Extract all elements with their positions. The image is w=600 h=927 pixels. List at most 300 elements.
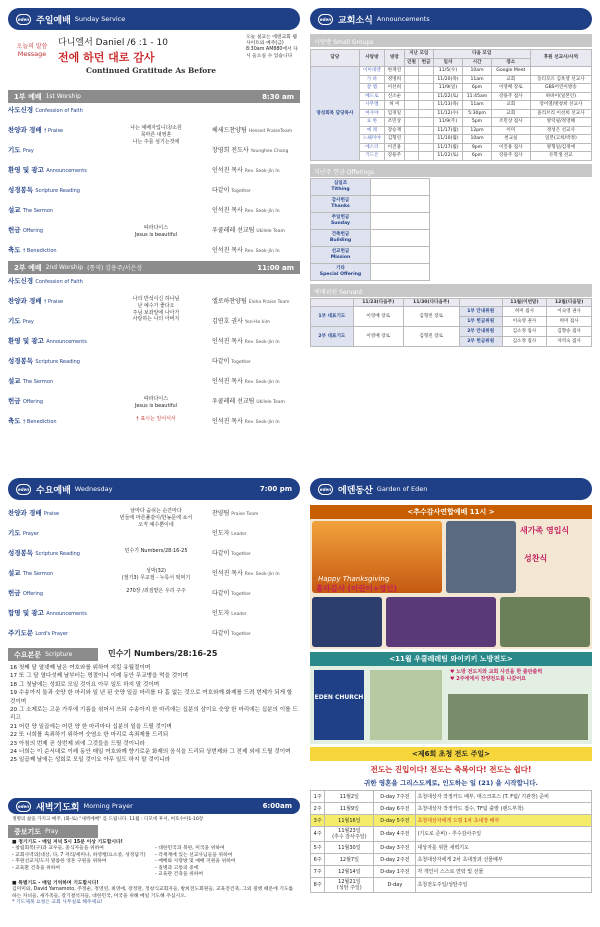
- leader-name-en: Rev. Seok-Jin In: [244, 420, 280, 425]
- second-worship-row: [8, 396, 300, 410]
- table-cell: [404, 101, 418, 110]
- table-cell: 김형연: [384, 135, 404, 144]
- leader-name-en: Rev. Seok-Jin In: [244, 209, 280, 214]
- order-detail: 성막(32) (절기3) 무교절 - 누룩서 떡먹기: [121, 568, 191, 581]
- offering-label: 기타 Special Offering: [311, 263, 371, 280]
- table-row: [311, 854, 592, 866]
- leader-name: 인석진 목사: [212, 378, 245, 385]
- sunday-service-panel: [8, 8, 300, 440]
- wednesday-row: [8, 608, 300, 617]
- evangelism-slogan: 전도는 진입이다! 전도는 축복이다! 전도는 쉽다!: [370, 765, 532, 774]
- order-leader: [212, 416, 300, 425]
- table-cell: 여사야: [359, 109, 384, 118]
- offering-amount: [371, 229, 430, 246]
- leader-name: 인도자: [212, 530, 232, 537]
- table-header: [459, 298, 502, 307]
- photo-label-communion: 성찬식: [524, 554, 548, 563]
- offerings-bar: 지난주 헌금 Offerings: [310, 164, 592, 177]
- table-cell: 11월30일: [325, 842, 374, 854]
- table-header: 인원: [404, 58, 418, 67]
- table-cell: 1부 대표기도: [311, 307, 354, 327]
- order-leader: [212, 568, 300, 577]
- table-row: [311, 246, 430, 263]
- table-header: [311, 298, 354, 307]
- eden-logo-icon: eden: [318, 14, 333, 25]
- verse: 19 수송아지 둘과 숫양 한 마리와 일 년 된 숫양 일곱 마리를 다 흠 없는 것으로 여호와께 화제를 드려 번제가 되게 할 것이며: [10, 690, 293, 705]
- table-cell: 동티모르 김옥영 선교사: [530, 75, 591, 84]
- order-detail: 민수기 Numbers/28:16-25: [124, 548, 188, 554]
- order-detail: 270장 /죄짐맡은 우리 구주: [126, 588, 186, 594]
- leader-name: 인도자: [212, 610, 232, 617]
- garden-header: eden 에덴동산 Garden of Eden: [310, 478, 592, 500]
- thanksgiving-banner: <추수감사연합예배 11시 >: [310, 505, 592, 519]
- table-header: 11/23(다음주): [353, 298, 403, 307]
- order-detail: 따라다이스 Jesus is beautiful: [134, 225, 178, 238]
- table-row: [311, 791, 592, 803]
- table-cell: 허 미: [384, 101, 404, 110]
- table-cell: 예 레: [359, 126, 384, 135]
- table-cell: 기드온: [359, 152, 384, 161]
- order-leader: [212, 608, 300, 617]
- table-cell: 6주: [311, 854, 325, 866]
- leader-name-en: Praise Team: [231, 512, 259, 517]
- announcements-panel: [310, 8, 592, 440]
- table-cell: 초청대상자 작정카드 배부, 태스크포스 (T. F팀/ 기관장) 준비: [416, 791, 592, 803]
- table-header: 11월(이번달): [502, 298, 547, 307]
- table-cell: 11:45am: [463, 92, 492, 101]
- message-label: 오늘의 말씀: [16, 43, 48, 50]
- table-cell: 천교실: [491, 135, 530, 144]
- message-box: [8, 32, 300, 88]
- table-cell: 6pm: [463, 152, 492, 161]
- table-cell: [404, 84, 418, 93]
- table-cell: D-day 1주전: [374, 866, 416, 878]
- prayer-bar: 중보기도 Pray: [8, 825, 98, 838]
- order-label-ko: 헌금: [8, 397, 23, 405]
- order-label-ko: 환영 및 광고: [8, 166, 47, 174]
- order-leader: [212, 396, 300, 405]
- table-cell: 9pm: [463, 143, 492, 152]
- table-cell: [404, 75, 418, 84]
- second-worship-row: [8, 336, 300, 345]
- sunday-header: [8, 8, 300, 30]
- table-cell: 이영배 장로: [491, 84, 530, 93]
- prayer-item: - 매배와 사랑방 및 예배 지원을 위하여: [155, 859, 236, 865]
- order-label: [8, 336, 100, 345]
- first-worship-row: [8, 125, 300, 145]
- table-row: [311, 866, 592, 878]
- leader-name-en: Younghee Chang: [250, 149, 289, 154]
- table-header: 11/30(다다음주): [403, 298, 459, 307]
- first-worship-bar: 1부 예배 1st Worship 8:30 am: [8, 90, 300, 103]
- offering-label: 주일헌금 Sunday: [311, 212, 371, 229]
- table-cell: [419, 92, 433, 101]
- order-leader: [212, 336, 300, 345]
- hula-photo: [312, 597, 382, 647]
- table-cell: 강용주 집사: [491, 152, 530, 161]
- leader-name-en: Together: [231, 360, 251, 365]
- second-worship-row: [8, 416, 300, 425]
- servant-table: [310, 298, 592, 348]
- prayer-note: * 기도제목 요청은 교회 사무실로 해주세요!: [12, 900, 103, 906]
- order-label-en: Lord's Prayer: [35, 631, 68, 637]
- ukulele-photo-1: [370, 670, 442, 740]
- scripture-bar: 수요본문 Scripture: [8, 648, 98, 661]
- table-cell: 11/20(목): [433, 75, 462, 84]
- order-label: [8, 356, 100, 365]
- table-cell: 방형일/김정애: [530, 143, 591, 152]
- table-cell: 강용주: [384, 152, 404, 161]
- scripture-verses: [10, 664, 298, 765]
- verse: 18 그 첫날에는 성회로 모일 것이요 아무 일도 하지 말 것이며: [10, 681, 160, 688]
- table-cell: 11월23일 (추수 감사주일): [325, 827, 374, 842]
- table-row: [311, 815, 592, 827]
- order-label-en: Announcements: [46, 168, 87, 174]
- leader-name-en: Rev. Seok-Jin In: [244, 380, 280, 385]
- table-cell: 유학생 선교: [530, 152, 591, 161]
- order-label-ko: 사도신경: [8, 106, 36, 114]
- table-cell: D-day 5주전: [374, 815, 416, 827]
- table-row: [311, 195, 430, 212]
- order-leader: [212, 145, 300, 154]
- wednesday-row: [8, 628, 300, 637]
- table-cell: 초청대상자 작정카드 접수, TF팀 출발 (팬드부착): [416, 803, 592, 815]
- order-label-en: Confession of Faith: [35, 279, 83, 285]
- table-cell: [419, 135, 433, 144]
- order-label: [8, 296, 100, 305]
- leader-name-en: Hessed PraiseTeam: [248, 129, 293, 134]
- order-leader: [212, 508, 300, 517]
- table-cell: 5주: [311, 842, 325, 854]
- order-leader: [212, 528, 300, 537]
- leader-name: 헤세드찬양팀: [212, 127, 249, 134]
- wednesday-row: [8, 588, 300, 597]
- choir-photo: [386, 597, 496, 647]
- order-detail: 나는 예배자입니다/소원 목마른 내영혼 나는 주를 섬기는것에: [130, 125, 182, 145]
- verse: 22 또 너희를 속죄하기 위하여 숫염소 한 마리로 속죄제를 드리되: [10, 732, 169, 739]
- leader-name-en: Ukilele Team: [256, 229, 285, 234]
- table-cell: 4주: [311, 827, 325, 842]
- order-label-ko: 찬양과 경배: [8, 509, 44, 517]
- table-cell: 11/9(일): [433, 84, 462, 93]
- small-groups-bar: 사랑방 Small Groups: [310, 34, 592, 47]
- leader-name-en: Leader: [231, 612, 247, 617]
- order-detail: 따라다이스 Jesus is beautiful: [134, 396, 178, 409]
- table-cell: 장승재: [384, 126, 404, 135]
- table-cell: 2부 안내위원: [459, 327, 502, 337]
- table-cell: 이숙영 권사: [547, 307, 592, 317]
- order-label-en: Announcements: [46, 339, 87, 345]
- table-cell: [404, 143, 418, 152]
- order-label-en: Confession of Faith: [35, 108, 83, 114]
- wednesday-row: [8, 568, 300, 582]
- order-label: [8, 548, 100, 557]
- table-cell: D-day 6주전: [374, 803, 416, 815]
- table-cell: 정성은 선교사: [530, 126, 591, 135]
- leader-name: 다같이: [212, 187, 232, 194]
- prayer-content: [12, 840, 298, 907]
- leader-name: 다같이: [212, 590, 232, 597]
- verse: 20 그 소제로는 고운 가루에 기름을 섞어서 쓰되 수송아지 한 마리에는 십분의 삼이요 숫양 한 마리에는 십분의 이를 드리고: [10, 706, 298, 722]
- leader-name: 장영희 전도사: [212, 147, 251, 154]
- order-detail: † 표시는 일어서서: [136, 416, 176, 422]
- sermon-title: 전에 하던 대로 감사: [58, 51, 155, 64]
- table-header: 지난 모임: [404, 50, 433, 59]
- offering-label: 감사헌금 Thanks: [311, 195, 371, 212]
- table-cell: 1주: [311, 791, 325, 803]
- table-row: [311, 67, 592, 76]
- table-cell: [530, 67, 591, 76]
- table-cell: 초청전도주일/성탄주일: [416, 878, 592, 893]
- order-leader: [212, 628, 300, 637]
- order-label-ko: 헌금: [8, 589, 23, 597]
- order-leader: [212, 225, 300, 234]
- table-cell: D-day: [374, 878, 416, 893]
- table-cell: 12월14일: [325, 866, 374, 878]
- order-label-en: Scripture Reading: [35, 359, 80, 365]
- table-cell: 11/13(목): [433, 101, 462, 110]
- order-label-en: † Praise: [43, 299, 64, 305]
- table-row: [311, 229, 430, 246]
- order-label-ko: 주기도문: [8, 629, 36, 637]
- table-cell: 이영배 장로: [353, 307, 403, 327]
- table-cell: 조민상 집사: [491, 118, 530, 127]
- leader-name: 김연호 권사: [212, 318, 245, 325]
- table-cell: 12월7일: [325, 854, 374, 866]
- order-label-en: Praise: [43, 511, 60, 517]
- order-label: [8, 185, 100, 194]
- table-cell: D-day 4주전: [374, 827, 416, 842]
- table-row: [311, 327, 592, 337]
- table-cell: 임경일: [384, 109, 404, 118]
- table-cell: 조민상: [384, 118, 404, 127]
- thanksgiving-photos: [310, 519, 592, 649]
- order-detail: 날마다 숨쉬는 순간마다 빈들에 마른풀같이/한농문에 쇼서 오직 예수뿐이네: [119, 508, 193, 528]
- order-leader: [212, 165, 300, 174]
- leader-name-en: Yon-Ho kim: [244, 320, 270, 325]
- table-cell: 10am: [463, 135, 492, 144]
- table-header: 일자: [433, 58, 462, 67]
- order-label-ko: 기도: [8, 317, 23, 325]
- order-label-ko: 성경봉독: [8, 549, 36, 557]
- table-cell: 2주: [311, 803, 325, 815]
- table-cell: 11/5(수): [433, 67, 462, 76]
- order-label-en: † Benediction: [22, 419, 57, 425]
- order-leader: [212, 356, 300, 365]
- table-cell: 2부 대표기도: [311, 327, 354, 347]
- offering-amount: [371, 263, 430, 280]
- order-label-ko: 기도: [8, 529, 23, 537]
- table-cell: GBS어린이방송: [530, 84, 591, 93]
- sermon-title-en: Continued Gratitude As Before: [85, 66, 217, 75]
- prayer-item: - 각세계에 있는 선교사님들을 위하여: [155, 852, 233, 858]
- table-cell: 이진용 집사: [491, 143, 530, 152]
- order-label-en: Scripture Reading: [35, 551, 80, 557]
- table-header: 담당: [311, 50, 360, 67]
- table-cell: 2부 헌금위원: [459, 337, 502, 347]
- table-cell: 자역숙 집사: [547, 337, 592, 347]
- order-label-en: Pray: [22, 319, 34, 325]
- order-label-ko: 축도: [8, 417, 23, 425]
- table-cell: D-day 2주전: [374, 854, 416, 866]
- table-cell: 베드로: [359, 92, 384, 101]
- order-label-ko: 찬양과 경배: [8, 126, 44, 134]
- table-cell: 10am: [463, 67, 492, 76]
- table-cell: [419, 143, 433, 152]
- table-cell: D-day 3주전: [374, 842, 416, 854]
- table-cell: 허미 집사: [547, 317, 592, 327]
- leader-name-en: Leader: [231, 532, 247, 537]
- order-label-en: † Praise: [43, 128, 64, 134]
- communion-photo: [500, 597, 590, 647]
- table-cell: 이미대엔: [359, 67, 384, 76]
- leader-name: 다같이: [212, 358, 232, 365]
- table-cell: 영성회복 담당목사: [311, 67, 360, 161]
- table-cell: 11am: [463, 101, 492, 110]
- table-cell: 11/9(주): [433, 118, 462, 127]
- leader-name: 다같이: [212, 550, 232, 557]
- announcements-header: eden 교회소식 Announcements: [310, 8, 592, 30]
- table-header: 12월(다음달): [547, 298, 592, 307]
- table-cell: 초청대상자에게 2차 초대장과 선물배부: [416, 854, 592, 866]
- leader-name-en: Together: [231, 632, 251, 637]
- leader-name: 엘로하찬양팀: [212, 298, 249, 305]
- offering-label: 선교헌금 Mission: [311, 246, 371, 263]
- table-cell: 장이열/방창희 선교사: [530, 101, 591, 110]
- leader-name: 인석진 목사: [212, 418, 245, 425]
- order-label: [8, 568, 100, 577]
- order-label: [8, 225, 100, 234]
- order-label: [8, 376, 100, 385]
- table-header-row: [311, 50, 592, 59]
- ukulele-banner: <11월 우쿨레레팀 와이키키 노방전도>: [310, 652, 592, 666]
- table-header: 사랑방: [359, 50, 384, 67]
- prayer-item: - 교육관 건축을 위하여: [155, 872, 204, 878]
- verse: 24 너희는 이 순서대로 이레 동안 매일 여호와께 향기로운 화제의 음식을 드리되 상번제와 그 전제 외에 드릴 것이며: [10, 748, 291, 755]
- order-label: [8, 316, 100, 325]
- first-worship-row: [8, 205, 300, 214]
- message-label-en: Message: [17, 50, 47, 58]
- table-cell: [404, 109, 418, 118]
- second-worship-row: [8, 376, 300, 385]
- order-label: [8, 205, 100, 214]
- photo-label-hula: 흘라감사 (어린이+영인): [316, 584, 397, 593]
- offering-amount: [371, 195, 430, 212]
- ukulele-photo-2: [448, 694, 588, 740]
- offering-amount: [371, 178, 430, 195]
- leader-name-en: Rev. Seok-Jin In: [244, 169, 280, 174]
- sunday-title-en: Sunday Service: [74, 15, 126, 23]
- order-label: [8, 125, 100, 134]
- leader-name: 인석진 목사: [212, 207, 245, 214]
- table-cell: 갈 렙: [359, 84, 384, 93]
- order-label-en: The Sermon: [22, 208, 54, 214]
- order-label: [8, 528, 100, 537]
- wednesday-scripture-ref: 민수기 Numbers/28:16-25: [108, 649, 218, 658]
- order-label-en: Pray: [22, 148, 34, 154]
- table-cell: 11월2일: [325, 791, 374, 803]
- table-cell: 방덕필/정영혜: [530, 118, 591, 127]
- order-leader: [212, 588, 300, 597]
- table-row: [311, 827, 592, 842]
- table-cell: 5:30pm: [463, 109, 492, 118]
- table-row: [311, 842, 592, 854]
- table-cell: 12월21일 (성탄 주일): [325, 878, 374, 893]
- table-cell: [419, 152, 433, 161]
- table-cell: 11am: [463, 75, 492, 84]
- order-label-ko: 설교: [8, 206, 23, 214]
- order-label-en: Offering: [22, 399, 44, 405]
- table-row: [311, 178, 430, 195]
- table-cell: 8주: [311, 878, 325, 893]
- table-cell: 3주: [311, 815, 325, 827]
- table-cell: [419, 84, 433, 93]
- table-cell: 강용주 집사: [491, 92, 530, 101]
- verse: 16 첫째 달 열넷째 날은 여호와를 위하여 지킬 유월절이며: [10, 665, 151, 671]
- second-worship-row: [8, 276, 300, 285]
- table-cell: 김형빈 장로: [403, 307, 459, 327]
- leader-name-en: Eloha Praise Team: [248, 300, 290, 305]
- order-label: [8, 105, 100, 114]
- thanksgiving-photo: Happy Thanksgiving: [312, 521, 442, 593]
- table-cell: 일본(고희/박정): [530, 135, 591, 144]
- leader-name: 찬양팀: [212, 510, 232, 517]
- table-cell: [404, 92, 418, 101]
- leader-name: 인석진 목사: [212, 247, 245, 254]
- table-cell: 가 하: [359, 75, 384, 84]
- leader-name-en: Rev. Seok-Jin In: [244, 249, 280, 254]
- wednesday-row: [8, 528, 300, 537]
- order-label-en: Offering: [22, 228, 44, 234]
- table-cell: 정명희: [384, 75, 404, 84]
- leader-name-en: Ukilele Team: [256, 400, 285, 405]
- leader-name-en: Rev. Seok-Jin In: [244, 572, 280, 577]
- table-cell: 이영배 장로: [353, 327, 403, 347]
- sermon-scripture: 다니엘서 Daniel /6 :1 - 10: [58, 38, 168, 48]
- second-worship-row: [8, 316, 300, 325]
- order-label: [8, 396, 100, 405]
- order-label-en: The Sermon: [22, 379, 54, 385]
- table-cell: 사무엘: [359, 101, 384, 110]
- order-label-ko: 설교: [8, 377, 23, 385]
- prayer-item: - 대한민국과 북한, 미국을 위하여: [155, 846, 225, 852]
- table-header: 후원 선교사/사역: [530, 50, 591, 67]
- prayer-item: - 교회사역의(대상, 다, 7 저리/세미나, 하영행/요소중, 성정담기): [12, 852, 146, 858]
- ukulele-photos: EDEN CHURCH ♥ 노방 전도지와 교회 사진을 한 출판출력 ♥ 2주에에서 찬양전도를 나갔어요: [310, 666, 592, 744]
- table-cell: Google Meet: [491, 67, 530, 76]
- table-cell: 이진용: [384, 143, 404, 152]
- table-header: 다음 모임: [433, 50, 530, 59]
- eden-flyer: EDEN CHURCH: [314, 670, 364, 740]
- order-label: [8, 245, 100, 254]
- eden-logo-icon: eden: [16, 14, 31, 25]
- table-cell: 대상자를 위한 새벽기도: [416, 842, 592, 854]
- table-cell: 김형빈 장로: [403, 327, 459, 347]
- table-header: 헌금: [419, 58, 433, 67]
- order-label-en: Prayer: [22, 531, 39, 537]
- table-row: [311, 878, 592, 893]
- order-leader: [212, 376, 300, 385]
- table-row: [311, 307, 592, 317]
- table-cell: [404, 135, 418, 144]
- table-cell: 12pm: [463, 126, 492, 135]
- order-label-en: † Benediction: [22, 248, 57, 254]
- order-label: [8, 628, 100, 637]
- leader-name-en: Together: [231, 552, 251, 557]
- second-worship-bar: 2부 예배 2nd Worship (통역) 강용주/서은성 11:00 am: [8, 261, 300, 274]
- table-cell: 한재연: [384, 67, 404, 76]
- table-cell: 요 한: [359, 118, 384, 127]
